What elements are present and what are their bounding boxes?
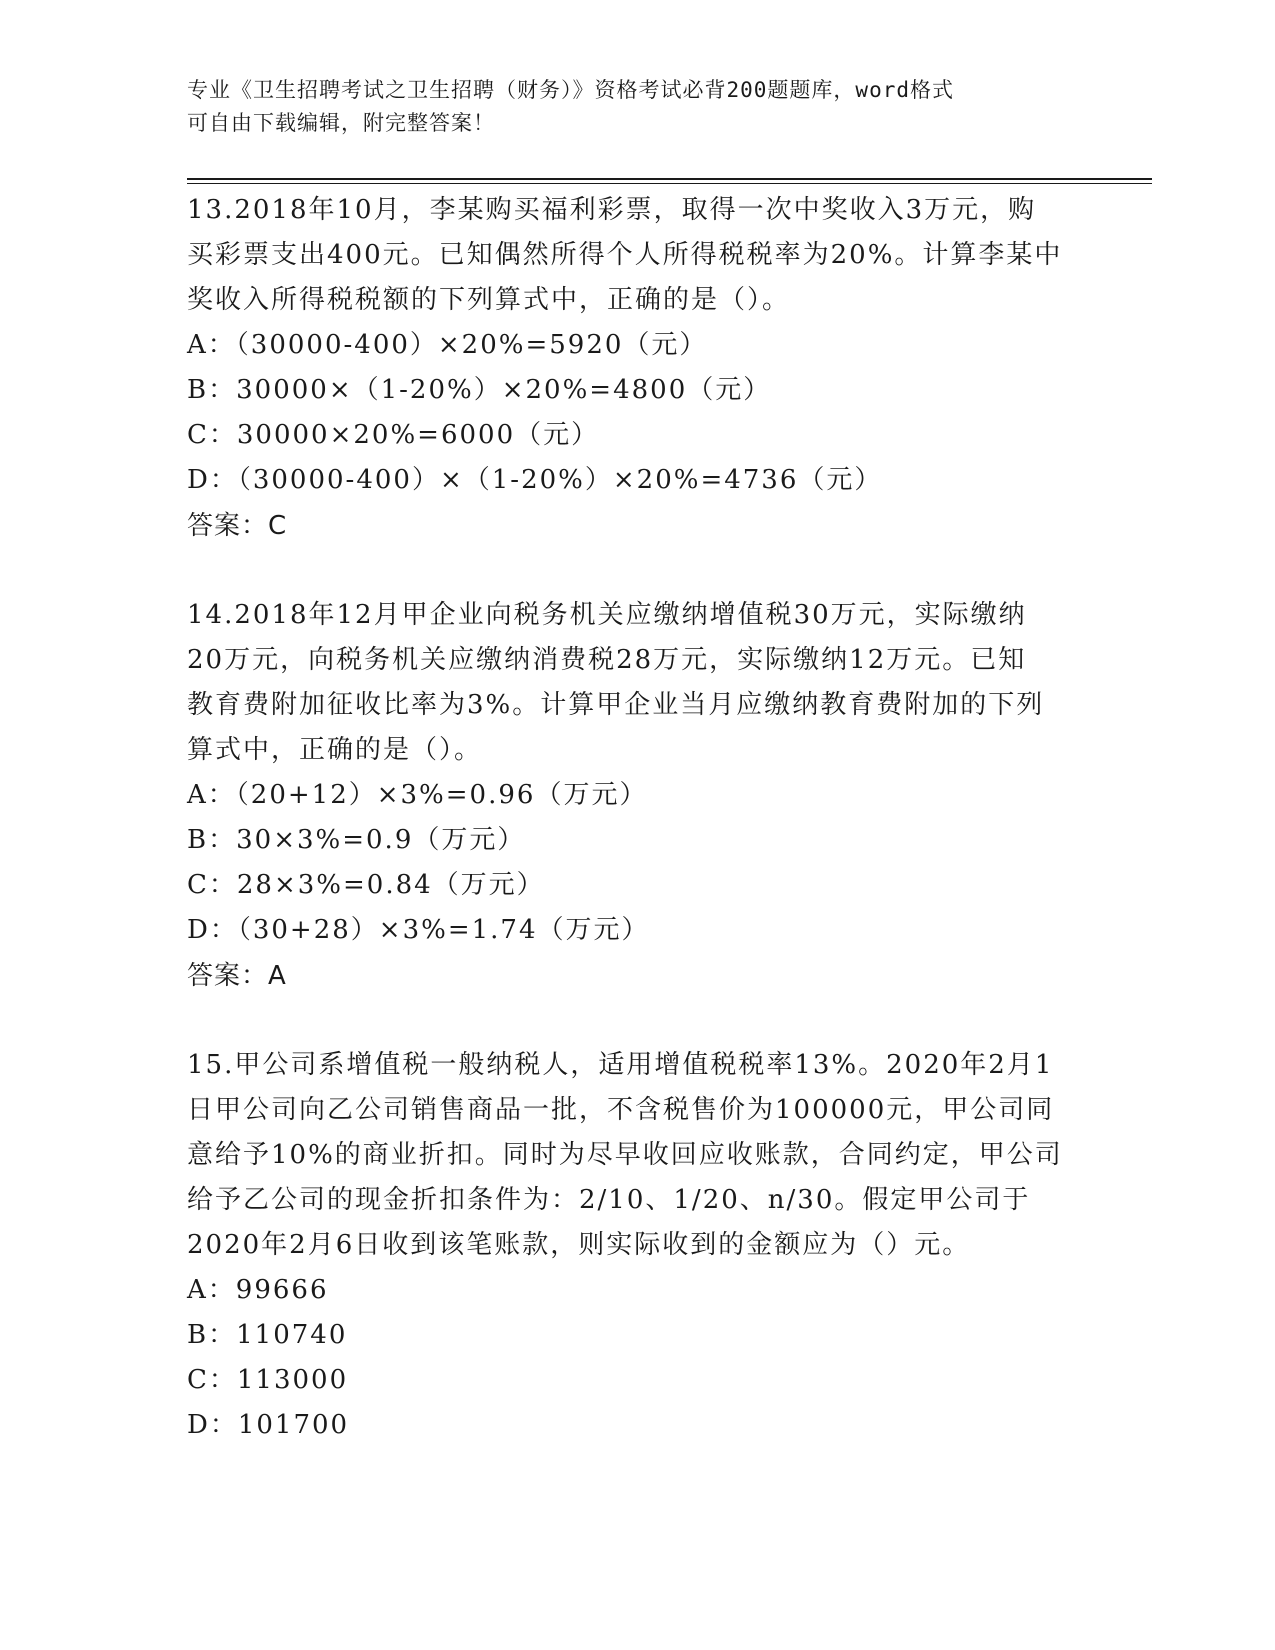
stem-line: 奖收入所得税税额的下列算式中，正确的是（）。 (187, 285, 791, 315)
document-header (187, 74, 1067, 140)
option-a: A：（20+12）×3%=0.96（万元） (187, 780, 648, 810)
stem-line: 算式中，正确的是（）。 (187, 735, 483, 765)
header-line: 专业《卫生招聘考试之卫生招聘（财务）》资格考试必背200题题库，word格式 (187, 78, 954, 102)
answer-label: 答案：A (187, 961, 287, 991)
option-c: C：113000 (187, 1365, 349, 1395)
question-13 (187, 188, 1087, 549)
option-d: D：101700 (187, 1410, 350, 1440)
stem-line: 给予乙公司的现金折扣条件为：2/10、1/20、n/30。假定甲公司于 (187, 1185, 1031, 1215)
spacer (187, 549, 1087, 593)
stem-line: 教育费附加征收比率为3%。计算甲企业当月应缴纳教育费附加的下列 (187, 690, 1045, 720)
answer-label: 答案：C (187, 511, 288, 541)
stem-line: 意给予10%的商业折扣。同时为尽早收回应收账款，合同约定，甲公司 (187, 1140, 1063, 1170)
header-divider-thin (187, 183, 1152, 184)
option-a: A：（30000-400）×20%=5920（元） (187, 330, 708, 360)
question-stem (187, 188, 1087, 323)
option-b: B：110740 (187, 1320, 348, 1350)
option-d: D：（30+28）×3%=1.74（万元） (187, 915, 650, 945)
question-list (187, 188, 1087, 1448)
question-15 (187, 1043, 1087, 1448)
header-line: 可自由下载编辑，附完整答案！ (187, 111, 495, 135)
option-b: B：30000×（1-20%）×20%=4800（元） (187, 375, 772, 405)
stem-line: 15.甲公司系增值税一般纳税人，适用增值税税率13%。2020年2月1 (187, 1050, 1054, 1080)
question-14 (187, 593, 1087, 999)
stem-line: 2020年2月6日收到该笔账款，则实际收到的金额应为（）元。 (187, 1230, 971, 1260)
spacer (187, 999, 1087, 1043)
question-stem (187, 1043, 1087, 1268)
option-d: D：（30000-400）×（1-20%）×20%=4736（元） (187, 465, 883, 495)
stem-line: 20万元，向税务机关应缴纳消费税28万元，实际缴纳12万元。已知 (187, 645, 1027, 675)
option-c: C：30000×20%=6000（元） (187, 420, 600, 450)
option-c: C：28×3%=0.84（万元） (187, 870, 545, 900)
option-a: A：99666 (187, 1275, 329, 1305)
question-stem (187, 593, 1087, 773)
stem-line: 14.2018年12月甲企业向税务机关应缴纳增值税30万元，实际缴纳 (187, 600, 1027, 630)
stem-line: 买彩票支出400元。已知偶然所得个人所得税税率为20%。计算李某中 (187, 240, 1063, 270)
stem-line: 13.2018年10月，李某购买福利彩票，取得一次中奖收入3万元，购 (187, 195, 1037, 225)
option-b: B：30×3%=0.9（万元） (187, 825, 526, 855)
header-divider-thick (187, 178, 1152, 180)
stem-line: 日甲公司向乙公司销售商品一批，不含税售价为100000元，甲公司同 (187, 1095, 1055, 1125)
